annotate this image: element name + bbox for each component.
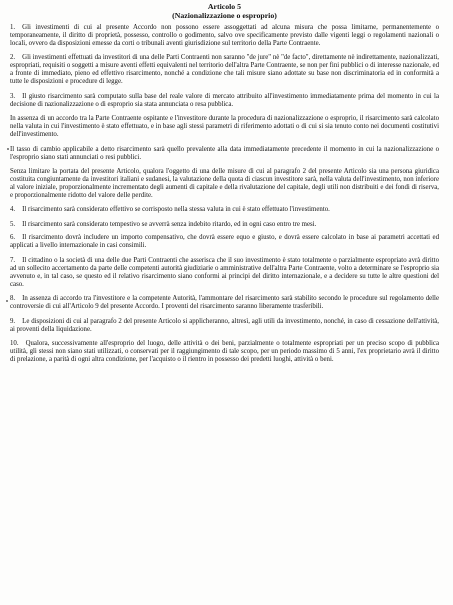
paragraph-2 xyxy=(10,54,439,86)
paragraph-7 xyxy=(10,257,439,289)
paragraph-number: 4. xyxy=(10,206,16,214)
scan-artifact xyxy=(7,148,9,150)
paragraph-1 xyxy=(10,24,439,48)
paragraph-text: Il tasso di cambio applicabile a detto risarcimento sarà quello prevalente alla data immediatamente precedente il momento in cui la nazionalizzazione o l'esproprio siano stati annunciati o resi pubblici. xyxy=(10,145,439,161)
paragraph-number: 7. xyxy=(10,256,16,264)
paragraph-4 xyxy=(10,206,439,214)
paragraph-3-exchange-rate xyxy=(10,146,439,162)
paragraph-text: In assenza di accordo tra l'investitore e la competente Autorità, l'ammontare del risarcimento sarà stabilito secondo le procedure sul regolamento delle controversie di cui all'Articolo 9 del presente Accordo. I proventi del risarcimento saranno liberamente trasferibili. xyxy=(10,295,439,311)
paragraph-text: Gli investimenti effettuati da investitori di una delle Parti Contraenti non saranno "de jure" nè "de facto", direttamente nè indirettamente, nazionalizzati, espropriati, requisiti o soggetti a misure aventi effetti equivalenti nel territorio dell'altra Parte Contraente, se non per fini pubblici o di interesse nazionale, ed a fronte di immediato, pieno ed effettivo risarcimento, nonché a condizione che tali misure siano adottate su base non discriminatoria ed in conformità a tutte le disposizioni e procedure di legge. xyxy=(10,54,439,86)
paragraph-text: Il risarcimento sarà considerato tempestivo se avverrà senza indebito ritardo, ed in ogni caso entro tre mesi. xyxy=(22,220,317,228)
paragraph-number: 6. xyxy=(10,234,16,242)
article-subtitle: (Nazionalizzazione o esproprio) xyxy=(172,11,277,20)
paragraph-text: Qualora, successivamente all'esproprio del luogo, delle attività o dei beni, parzialmente o totalmente espropriati per un preciso scopo di pubblica utilità, gli stessi non siano stati utilizzati, o conservati per il raggiungimento di tale scopo, per un periodo massimo di 5 anni, l'ex proprietario avrà il diritto di prelazione, a parità di ogni altra condizione, per l'acquisto o il rientro in possesso dei predetti luoghi, attività o beni. xyxy=(10,339,439,363)
paragraph-number: 1. xyxy=(10,24,16,31)
paragraph-6 xyxy=(10,234,439,250)
paragraph-text: Il risarcimento dovrà includere un importo compensativo, che dovrà essere equo e giusto, e dovrà essere calcolato in base ai parametri accettati ed applicati a livello internazionale in casi consimili. xyxy=(10,234,439,250)
scan-artifact xyxy=(6,300,8,302)
paragraph-3-currency xyxy=(10,115,439,139)
paragraph-text: Gli investimenti di cui al presente Accordo non possono essere assoggettati ad alcuna misura che possa limitarne, permanentemente o temporaneamente, il diritto di proprietà, possesso, controllo o godimento, salvo ove specificamente previsto dalle vigenti leggi o regolamenti nazionali o locali, ovvero da disposizioni emesse da corti o tribunali aventi giurisdizione sul territorio della Parte Contraente. xyxy=(10,24,439,47)
paragraph-text: Le disposizioni di cui al paragrafo 2 del presente Articolo si applicheranno, altresì, agli utili da investimento, nonché, in caso di cessazione dell'attività, ai proventi della liquidazione. xyxy=(10,317,439,333)
paragraph-number: 2. xyxy=(10,54,16,62)
paragraph-text: Il cittadino o la società di una delle due Parti Contraenti che asserisca che il suo investimento è stato totalmente o parzialmente espropriato avrà diritto ad un sollecito accertamento da parte delle competenti autorità giudiziarie o amministrative dell'altra Parte Contraente, volto a determinare se l'esproprio sia avvenuto e, in tal caso, se questo ed il relativo risarcimento siano conformi ai principi del diritto internazionale, e a decidere su tutte le altre questioni del caso. xyxy=(10,256,439,288)
paragraph-9 xyxy=(10,318,439,334)
paragraph-3 xyxy=(10,93,439,109)
paragraph-number: 3. xyxy=(10,92,16,100)
paragraph-10 xyxy=(10,340,439,364)
paragraph-8 xyxy=(10,295,439,311)
paragraph-number: 5. xyxy=(10,220,16,228)
paragraph-number: 10. xyxy=(10,339,19,347)
paragraph-text: Il giusto risarcimento sarà computato sulla base del reale valore di mercato attribuito all'investimento immediatamente prima del momento in cui la decisione di nazionalizzazione o di esproprio sia stata annunciata o resa pubblica. xyxy=(10,92,439,108)
paragraph-number: 8. xyxy=(10,295,16,303)
paragraph-text: Il risarcimento sarà considerato effettivo se corrisposto nella stessa valuta in cui è stato effettuato l'investimento. xyxy=(22,206,330,214)
paragraph-number: 9. xyxy=(10,317,16,325)
article-title: Articolo 5 xyxy=(207,2,242,11)
paragraph-text: In assenza di un accordo tra la Parte Contraente ospitante e l'investitore durante la procedura di nazionalizzazione o esproprio, il risarcimento sarà calcolato nella valuta in cui l'investimento è stato effettuato, e in base agli stessi parametri di riferimento adottati o di cui si sia tenuto conto nei documenti costitutivi dell'investimento. xyxy=(10,115,439,139)
paragraph-3-joint-entity xyxy=(10,168,439,200)
paragraph-text: Senza limitare la portata del presente Articolo, qualora l'oggetto di una delle misure di cui al paragrafo 2 del presente Articolo sia una persona giuridica costituita congiuntamente da investitori italiani e sudanesi, la valutazione della quota di ciascun investitore sarà, nella valuta dell'investimento, non inferiore al valore iniziale, proporzionalmente incrementato degli aumenti di capitale e della rivalutazione del capitale, degli utili non distribuiti e dei fondi di riserva, e proporzionalmente ridotto del valore delle perdite. xyxy=(10,167,439,199)
paragraph-5 xyxy=(10,221,439,229)
